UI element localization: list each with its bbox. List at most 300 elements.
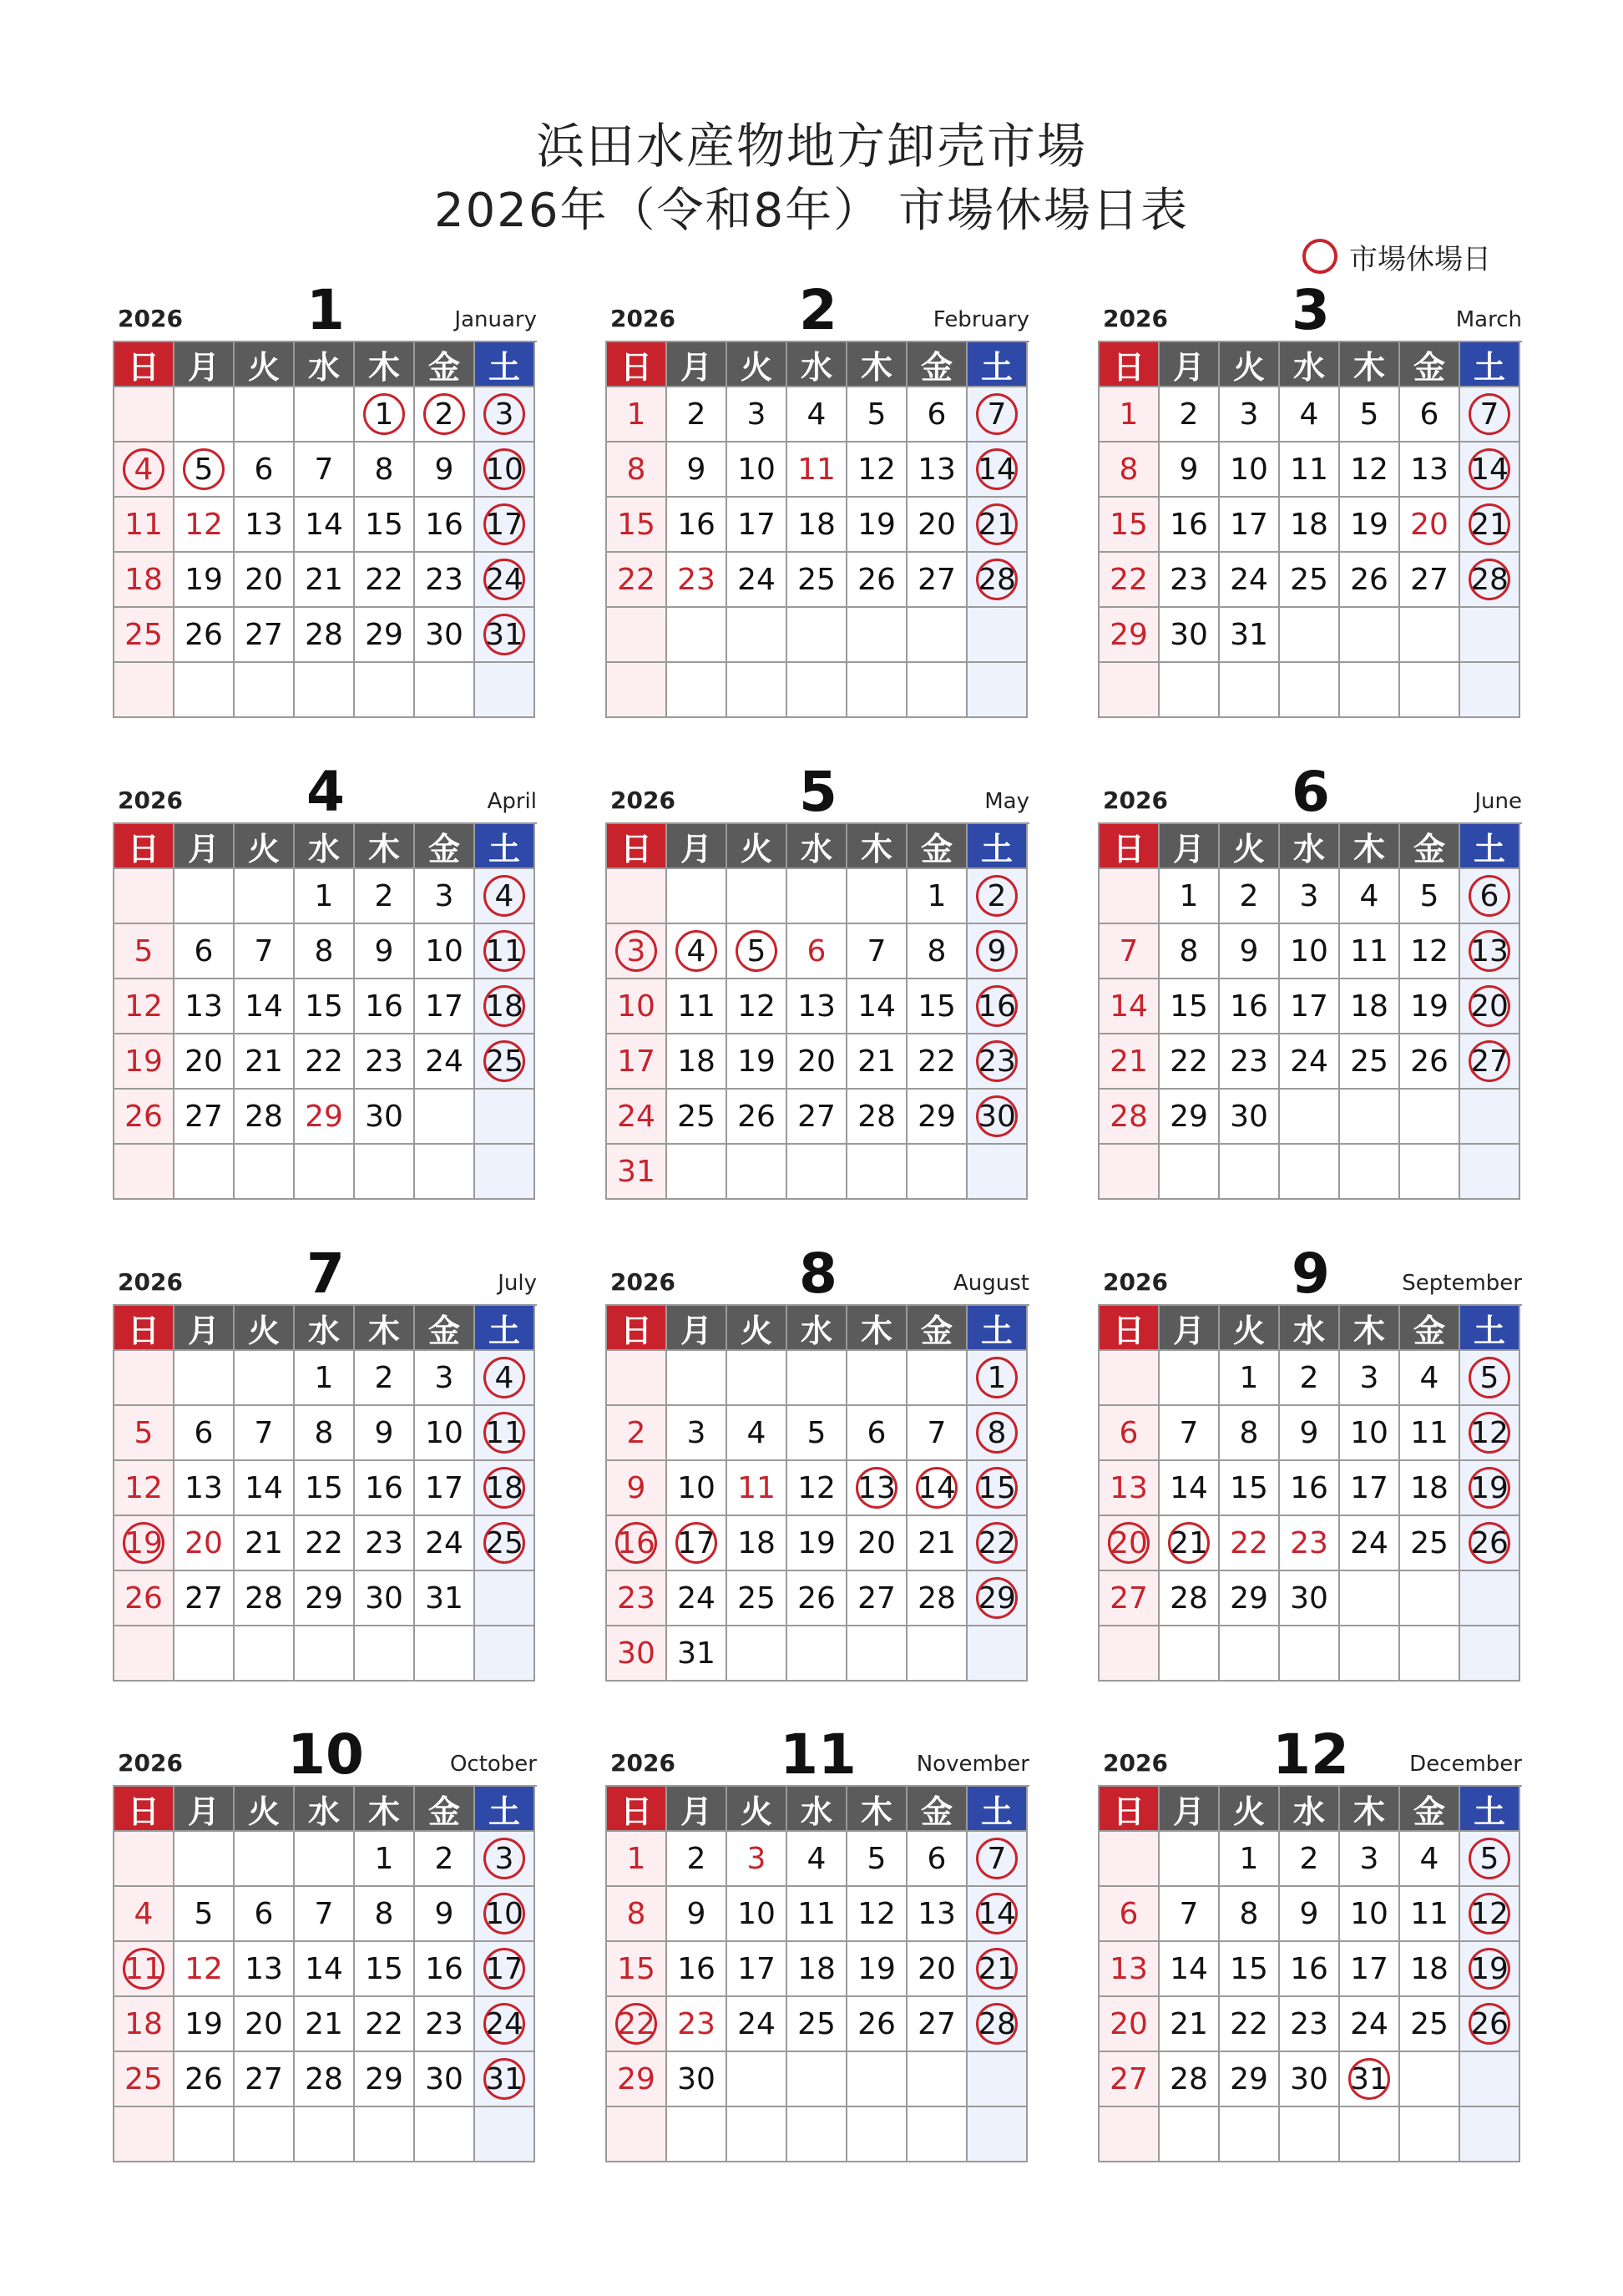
day-cell	[787, 1461, 847, 1516]
day-cell	[475, 1145, 535, 1200]
day-cell	[727, 1997, 787, 2052]
day-cell	[355, 2052, 415, 2107]
day-number: 26	[797, 1580, 836, 1616]
closed-day-circle-icon	[483, 559, 525, 600]
weekday-header: 火	[1220, 342, 1280, 387]
day-cell	[415, 1942, 475, 1997]
day-cell	[295, 1516, 355, 1571]
closed-day-circle-icon	[483, 2003, 525, 2045]
day-number: 25	[1410, 2006, 1449, 2041]
day-cell	[415, 1090, 475, 1145]
weekday-header: 火	[1220, 824, 1280, 869]
day-number: 8	[374, 452, 394, 487]
day-cell	[1340, 979, 1400, 1034]
month-grid	[113, 1785, 537, 2162]
day-number: 16	[425, 1951, 463, 1986]
day-cell	[355, 1090, 415, 1145]
day-cell	[1400, 443, 1460, 498]
day-number: 11	[1410, 1896, 1449, 1931]
day-cell	[415, 2107, 475, 2162]
day-cell	[787, 1145, 847, 1200]
day-cell	[908, 2107, 968, 2162]
day-number: 16	[1290, 1951, 1328, 1986]
day-cell	[295, 1034, 355, 1090]
day-number: 4	[494, 878, 514, 913]
day-number: 15	[305, 989, 343, 1024]
day-cell	[1280, 869, 1340, 924]
day-number: 7	[314, 1896, 334, 1931]
weekday-header: 日	[1100, 1787, 1160, 1832]
day-cell	[908, 1832, 968, 1887]
day-number: 12	[185, 1951, 223, 1986]
day-number: 17	[677, 1525, 715, 1560]
weekday-header: 火	[235, 1306, 295, 1351]
weekday-header: 日	[1100, 1306, 1160, 1351]
day-number: 15	[617, 507, 655, 542]
day-cell	[415, 979, 475, 1034]
month-year: 2026	[1103, 1749, 1168, 1777]
day-cell	[475, 1351, 535, 1406]
day-cell	[1400, 924, 1460, 979]
day-number: 12	[124, 1470, 163, 1505]
weekday-header: 水	[787, 342, 847, 387]
day-cell	[667, 443, 727, 498]
day-cell	[1220, 1351, 1280, 1406]
day-cell	[1400, 2052, 1460, 2107]
day-cell	[1280, 2107, 1340, 2162]
weekday-header: 土	[968, 342, 1028, 387]
day-number: 7	[987, 1841, 1007, 1876]
day-number: 23	[425, 2006, 463, 2041]
day-number: 8	[626, 452, 646, 487]
day-number: 28	[245, 1099, 283, 1134]
day-cell	[174, 1997, 235, 2052]
closed-day-circle-icon	[976, 1522, 1018, 1564]
day-number: 16	[978, 989, 1016, 1024]
day-number: 8	[987, 1415, 1007, 1450]
day-number: 28	[1110, 1099, 1148, 1134]
day-number: 29	[1170, 1099, 1208, 1134]
closed-day-circle-icon	[1469, 559, 1510, 600]
day-cell	[607, 869, 667, 924]
closed-day-circle-icon	[976, 448, 1018, 490]
day-cell	[667, 387, 727, 443]
day-cell	[908, 498, 968, 553]
day-number: 12	[857, 452, 896, 487]
day-cell	[1460, 1832, 1520, 1887]
day-cell	[174, 2107, 235, 2162]
month-number: 8	[799, 1242, 837, 1306]
day-cell	[1100, 1034, 1160, 1090]
day-cell	[1160, 1626, 1220, 1682]
day-cell	[1340, 1406, 1400, 1461]
day-number: 18	[485, 1470, 523, 1505]
day-cell	[968, 1034, 1028, 1090]
closed-day-circle-icon	[976, 559, 1018, 600]
day-cell	[1100, 553, 1160, 608]
day-cell	[847, 924, 908, 979]
day-cell	[295, 1997, 355, 2052]
closed-day-circle-icon	[916, 1467, 958, 1509]
closed-day-circle-icon	[976, 1893, 1018, 1934]
weekday-header: 水	[1280, 1306, 1340, 1351]
day-cell	[1400, 1034, 1460, 1090]
day-cell	[1460, 1626, 1520, 1682]
day-number: 12	[1350, 452, 1388, 487]
day-cell	[727, 924, 787, 979]
weekday-header: 火	[235, 1787, 295, 1832]
day-number: 13	[245, 1951, 283, 1986]
day-cell	[355, 979, 415, 1034]
day-number: 8	[314, 933, 334, 968]
day-number: 4	[1419, 1360, 1439, 1395]
day-cell	[1460, 979, 1520, 1034]
day-cell	[727, 1887, 787, 1942]
day-number: 21	[245, 1044, 283, 1079]
weekday-header: 水	[295, 824, 355, 869]
day-number: 12	[1410, 933, 1449, 968]
day-cell	[847, 2107, 908, 2162]
day-cell	[667, 1571, 727, 1626]
day-number: 13	[185, 1470, 223, 1505]
day-number: 28	[305, 2061, 343, 2096]
day-cell	[1460, 1145, 1520, 1200]
day-cell	[908, 553, 968, 608]
day-number: 21	[857, 1044, 896, 1079]
day-number: 8	[1179, 933, 1199, 968]
day-number: 9	[626, 1470, 646, 1505]
day-cell	[1160, 443, 1220, 498]
day-number: 3	[494, 397, 514, 432]
weekday-header: 日	[114, 1787, 174, 1832]
day-cell	[114, 1090, 174, 1145]
day-cell	[667, 1090, 727, 1145]
day-cell	[1460, 1090, 1520, 1145]
month-grid	[605, 1304, 1029, 1682]
day-cell	[1460, 1516, 1520, 1571]
day-cell	[667, 553, 727, 608]
day-number: 29	[978, 1580, 1016, 1616]
day-cell	[607, 498, 667, 553]
day-cell	[1340, 1351, 1400, 1406]
day-cell	[295, 979, 355, 1034]
day-cell	[355, 1887, 415, 1942]
day-number: 20	[1110, 2006, 1148, 2041]
month-header	[605, 760, 1031, 824]
day-cell	[1340, 1997, 1400, 2052]
day-number: 26	[1410, 1044, 1449, 1079]
day-cell	[1280, 1626, 1340, 1682]
day-number: 28	[245, 1580, 283, 1616]
month-number: 9	[1292, 1242, 1330, 1306]
day-cell	[607, 1516, 667, 1571]
day-number: 11	[124, 507, 163, 542]
day-cell	[295, 1571, 355, 1626]
day-cell	[1400, 979, 1460, 1034]
weekday-header: 火	[727, 342, 787, 387]
day-cell	[847, 869, 908, 924]
day-cell	[1220, 1034, 1280, 1090]
closed-day-circle-icon	[976, 1467, 1018, 1509]
weekday-header: 日	[1100, 824, 1160, 869]
day-number: 4	[134, 452, 154, 487]
weekday-header: 木	[1340, 1787, 1400, 1832]
day-cell	[235, 1406, 295, 1461]
day-cell	[847, 1942, 908, 1997]
day-number: 28	[918, 1580, 956, 1616]
closed-day-circle-icon	[976, 503, 1018, 545]
day-cell	[415, 663, 475, 718]
day-number: 25	[485, 1525, 523, 1560]
month-header	[605, 278, 1031, 342]
weekday-header: 金	[1400, 1787, 1460, 1832]
weekday-header: 土	[1460, 1787, 1520, 1832]
day-cell	[235, 2052, 295, 2107]
day-number: 3	[494, 1841, 514, 1876]
month-grid	[1098, 341, 1522, 718]
day-number: 11	[737, 1470, 776, 1505]
day-cell	[1220, 663, 1280, 718]
day-cell	[1400, 1516, 1460, 1571]
weekday-header: 金	[908, 342, 968, 387]
day-number: 4	[134, 1896, 154, 1931]
day-number: 4	[1419, 1841, 1439, 1876]
day-number: 6	[194, 1415, 214, 1450]
day-cell	[174, 443, 235, 498]
day-number: 2	[1179, 397, 1199, 432]
day-number: 8	[1239, 1415, 1259, 1450]
day-number: 5	[134, 1415, 154, 1450]
day-number: 22	[617, 2006, 655, 2041]
day-cell	[908, 1571, 968, 1626]
day-number: 19	[1350, 507, 1388, 542]
day-number: 17	[1290, 989, 1328, 1024]
closed-day-circle-icon	[1469, 875, 1510, 917]
day-number: 6	[927, 1841, 947, 1876]
day-cell	[174, 1351, 235, 1406]
day-cell	[1100, 1832, 1160, 1887]
closed-day-circle-icon	[483, 2058, 525, 2100]
day-number: 26	[857, 2006, 896, 2041]
day-cell	[908, 1626, 968, 1682]
day-number: 7	[314, 452, 334, 487]
day-number: 15	[918, 989, 956, 1024]
closed-day-circle-icon	[483, 875, 525, 917]
day-cell	[847, 1887, 908, 1942]
month-header	[1098, 1242, 1524, 1306]
day-cell	[235, 1997, 295, 2052]
weekday-header: 火	[727, 1787, 787, 1832]
day-number: 30	[365, 1099, 403, 1134]
month-year: 2026	[118, 1268, 183, 1296]
weekday-header: 日	[1100, 342, 1160, 387]
day-number: 6	[927, 397, 947, 432]
day-number: 30	[425, 617, 463, 652]
day-cell	[1220, 869, 1280, 924]
day-cell	[415, 1351, 475, 1406]
weekday-header: 月	[174, 824, 235, 869]
day-cell	[1460, 608, 1520, 663]
day-cell	[908, 924, 968, 979]
closed-day-circle-icon	[1348, 2058, 1390, 2100]
day-cell	[1220, 1832, 1280, 1887]
day-number: 6	[254, 452, 274, 487]
day-cell	[968, 443, 1028, 498]
day-cell	[1280, 1516, 1340, 1571]
day-cell	[968, 1461, 1028, 1516]
day-cell	[475, 924, 535, 979]
day-number: 23	[425, 562, 463, 597]
day-number: 5	[1479, 1360, 1499, 1395]
day-number: 23	[677, 562, 715, 597]
day-number: 27	[185, 1580, 223, 1616]
day-number: 1	[1239, 1360, 1259, 1395]
day-cell	[847, 1145, 908, 1200]
day-number: 24	[1230, 562, 1268, 597]
day-cell	[235, 1571, 295, 1626]
closed-day-circle-icon	[423, 393, 465, 435]
day-number: 14	[1170, 1951, 1208, 1986]
day-number: 21	[1470, 507, 1509, 542]
day-cell	[355, 1351, 415, 1406]
day-number: 29	[1110, 617, 1148, 652]
weekday-header: 木	[1340, 1306, 1400, 1351]
day-cell	[1460, 443, 1520, 498]
day-cell	[968, 608, 1028, 663]
day-cell	[475, 1832, 535, 1887]
day-cell	[1160, 1887, 1220, 1942]
day-number: 29	[365, 617, 403, 652]
day-cell	[607, 1461, 667, 1516]
day-cell	[415, 869, 475, 924]
day-cell	[1280, 1942, 1340, 1997]
day-cell	[607, 1997, 667, 2052]
day-number: 29	[305, 1099, 343, 1134]
day-cell	[235, 1090, 295, 1145]
day-cell	[174, 2052, 235, 2107]
day-number: 26	[1470, 2006, 1509, 2041]
day-cell	[787, 387, 847, 443]
day-cell	[114, 1626, 174, 1682]
day-number: 13	[918, 452, 956, 487]
day-cell	[1400, 1461, 1460, 1516]
day-cell	[1280, 1997, 1340, 2052]
day-cell	[1460, 2107, 1520, 2162]
day-number: 18	[797, 1951, 836, 1986]
day-cell	[415, 1406, 475, 1461]
day-number: 28	[978, 562, 1016, 597]
day-cell	[1280, 2052, 1340, 2107]
day-cell	[667, 869, 727, 924]
day-number: 20	[918, 507, 956, 542]
day-number: 30	[1290, 1580, 1328, 1616]
day-cell	[235, 1832, 295, 1887]
day-cell	[968, 1406, 1028, 1461]
day-cell	[415, 1571, 475, 1626]
day-cell	[1220, 2107, 1280, 2162]
day-number: 24	[485, 562, 523, 597]
day-number: 20	[185, 1044, 223, 1079]
day-cell	[1460, 869, 1520, 924]
day-cell	[415, 1516, 475, 1571]
day-cell	[787, 1626, 847, 1682]
month-header	[1098, 1722, 1524, 1787]
closed-day-circle-icon	[976, 930, 1018, 972]
day-cell	[415, 924, 475, 979]
day-cell	[295, 2052, 355, 2107]
day-number: 3	[434, 1360, 454, 1395]
weekday-header: 木	[355, 342, 415, 387]
day-cell	[1340, 1887, 1400, 1942]
day-number: 20	[1110, 1525, 1148, 1560]
day-cell	[908, 387, 968, 443]
day-cell	[1160, 1351, 1220, 1406]
weekday-header: 土	[475, 1787, 535, 1832]
day-number: 2	[374, 1360, 394, 1395]
day-cell	[235, 443, 295, 498]
day-cell	[727, 443, 787, 498]
day-cell	[114, 1997, 174, 2052]
day-cell	[355, 1034, 415, 1090]
day-cell	[355, 387, 415, 443]
weekday-header: 月	[1160, 824, 1220, 869]
day-cell	[1220, 1997, 1280, 2052]
day-cell	[1340, 1942, 1400, 1997]
day-cell	[1100, 1461, 1160, 1516]
day-number: 3	[1239, 397, 1259, 432]
day-number: 14	[245, 989, 283, 1024]
day-number: 9	[1179, 452, 1199, 487]
month-12	[1098, 1722, 1524, 2162]
month-year: 2026	[610, 305, 675, 332]
day-cell	[475, 1997, 535, 2052]
day-number: 14	[1110, 989, 1148, 1024]
day-number: 14	[918, 1470, 956, 1505]
day-cell	[295, 1145, 355, 1200]
day-number: 12	[1470, 1896, 1509, 1931]
day-number: 11	[485, 933, 523, 968]
month-year: 2026	[1103, 305, 1168, 332]
day-cell	[475, 498, 535, 553]
day-number: 17	[737, 1951, 776, 1986]
day-cell	[1340, 1571, 1400, 1626]
day-cell	[607, 1351, 667, 1406]
day-cell	[607, 1571, 667, 1626]
day-cell	[235, 387, 295, 443]
day-cell	[787, 608, 847, 663]
month-3	[1098, 278, 1524, 718]
day-number: 15	[1110, 507, 1148, 542]
day-number: 18	[797, 507, 836, 542]
month-9	[1098, 1242, 1524, 1682]
day-cell	[355, 1997, 415, 2052]
day-cell	[1100, 608, 1160, 663]
day-cell	[295, 1406, 355, 1461]
day-cell	[727, 1145, 787, 1200]
weekday-header: 火	[1220, 1306, 1280, 1351]
day-number: 7	[1179, 1896, 1199, 1931]
day-cell	[114, 663, 174, 718]
day-number: 14	[978, 452, 1016, 487]
day-number: 13	[918, 1896, 956, 1931]
month-english-name: June	[1474, 789, 1522, 814]
day-number: 10	[425, 1415, 463, 1450]
day-number: 14	[245, 1470, 283, 1505]
day-cell	[1340, 498, 1400, 553]
closed-day-circle-icon	[483, 1838, 525, 1879]
day-number: 31	[1350, 2061, 1388, 2096]
day-number: 17	[425, 1470, 463, 1505]
